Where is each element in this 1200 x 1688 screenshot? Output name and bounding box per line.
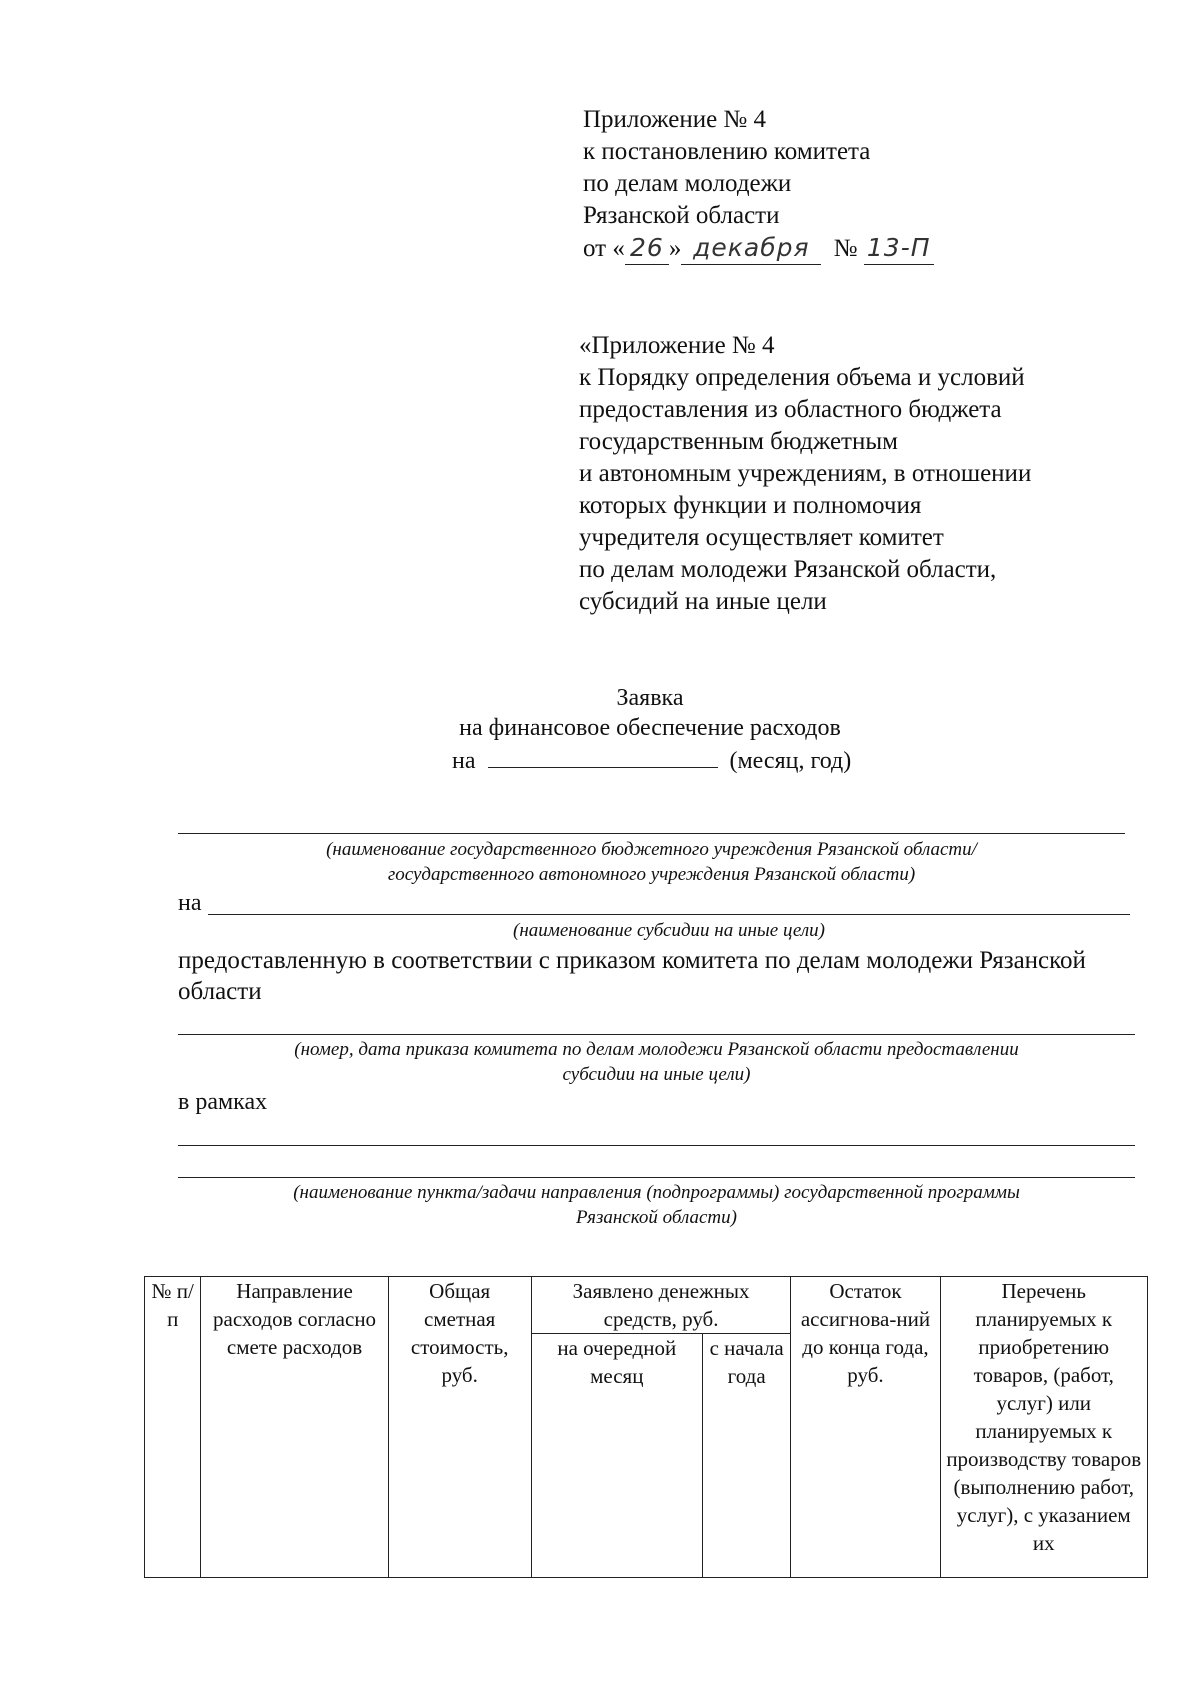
order-caption [178, 1037, 1135, 1087]
title-line: Заявка [616, 685, 684, 711]
caption-line: Рязанской области) [576, 1207, 737, 1228]
header-line: «Приложение № 4 [579, 332, 775, 359]
provided-text [178, 945, 1086, 1007]
header-line: государственным бюджетным [579, 428, 898, 455]
number-label: № [833, 235, 858, 262]
period-prefix: на [452, 748, 476, 774]
date-mid: » [668, 235, 682, 262]
col-header-remainder: Остаток ассигнова-ний до конца года, руб. [791, 1277, 940, 1578]
handwritten-day: 26 [625, 232, 669, 265]
subsidy-caption: (наименование субсидии на иные цели) [513, 920, 825, 941]
header-line: Приложение № 4 [583, 106, 767, 133]
institution-caption [178, 837, 1125, 887]
header-line: к Порядку определения объема и условий [579, 364, 1025, 391]
header-line: по делам молодежи Рязанской области, [579, 556, 997, 583]
handwritten-number: 13-П [864, 232, 934, 265]
col-header-since-start: с начала года [702, 1334, 791, 1578]
handwritten-month: декабря [681, 232, 821, 265]
col-header-declared: Заявлено денежных средств, руб. [531, 1277, 791, 1334]
col-header-total: Общая сметная стоимость, руб. [388, 1277, 531, 1578]
col-header-list: Перечень планируемых к приобретению товаров, (работ, услуг) или планируемых к производству товаров (выполнению работ, услуг), с указанием их [940, 1277, 1148, 1578]
framework-rule-2 [178, 1177, 1135, 1178]
header-line: субсидий на иные цели [579, 588, 827, 615]
order-header [579, 330, 1031, 618]
header-line: предоставления из областного бюджета [579, 396, 1002, 423]
framework-rule-1 [178, 1145, 1135, 1146]
header-line: которых функции и полномочия [579, 492, 922, 519]
expense-table [144, 1276, 1148, 1578]
document-subtitle [350, 713, 950, 743]
caption-line: субсидии на иные цели) [562, 1064, 751, 1085]
date-prefix: от « [583, 235, 625, 262]
institution-rule [178, 833, 1125, 834]
text-line: предоставленную в соответствии с приказом комитета по делам молодежи Рязанской [178, 947, 1086, 974]
period-line [452, 745, 851, 776]
col-header-direction: Направление расходов согласно смете расходов [201, 1277, 388, 1578]
document-title [400, 683, 900, 713]
header-line: и автономным учреждениям, в отношении [579, 460, 1032, 487]
header-line: по делам молодежи [583, 170, 792, 197]
date-line [583, 232, 934, 265]
approval-header [583, 104, 934, 265]
caption-line: государственного автономного учреждения Рязанской области) [387, 864, 916, 885]
na-label: на [178, 890, 202, 916]
caption-line: (наименование государственного бюджетного учреждения Рязанской области/ [326, 839, 977, 860]
subsidy-rule [208, 914, 1130, 915]
col-header-num: № п/п [145, 1277, 201, 1578]
program-caption [178, 1180, 1135, 1230]
title-line: на финансовое обеспечение расходов [459, 715, 841, 741]
framework-label: в рамках [178, 1089, 268, 1115]
header-line: Рязанской области [583, 202, 780, 229]
header-line: к постановлению комитета [583, 138, 871, 165]
col-header-next-month: на очередной месяц [531, 1334, 702, 1578]
text-line: области [178, 978, 262, 1005]
header-line: учредителя осуществляет комитет [579, 524, 944, 551]
caption-line: (наименование пункта/задачи направления (подпрограммы) государственной программы [293, 1182, 1020, 1203]
order-rule [178, 1034, 1135, 1035]
caption-line: (номер, дата приказа комитета по делам молодежи Рязанской области предоставлении [294, 1039, 1019, 1060]
period-blank [488, 745, 718, 768]
period-suffix: (месяц, год) [729, 748, 852, 774]
table-header-row [145, 1277, 1148, 1334]
